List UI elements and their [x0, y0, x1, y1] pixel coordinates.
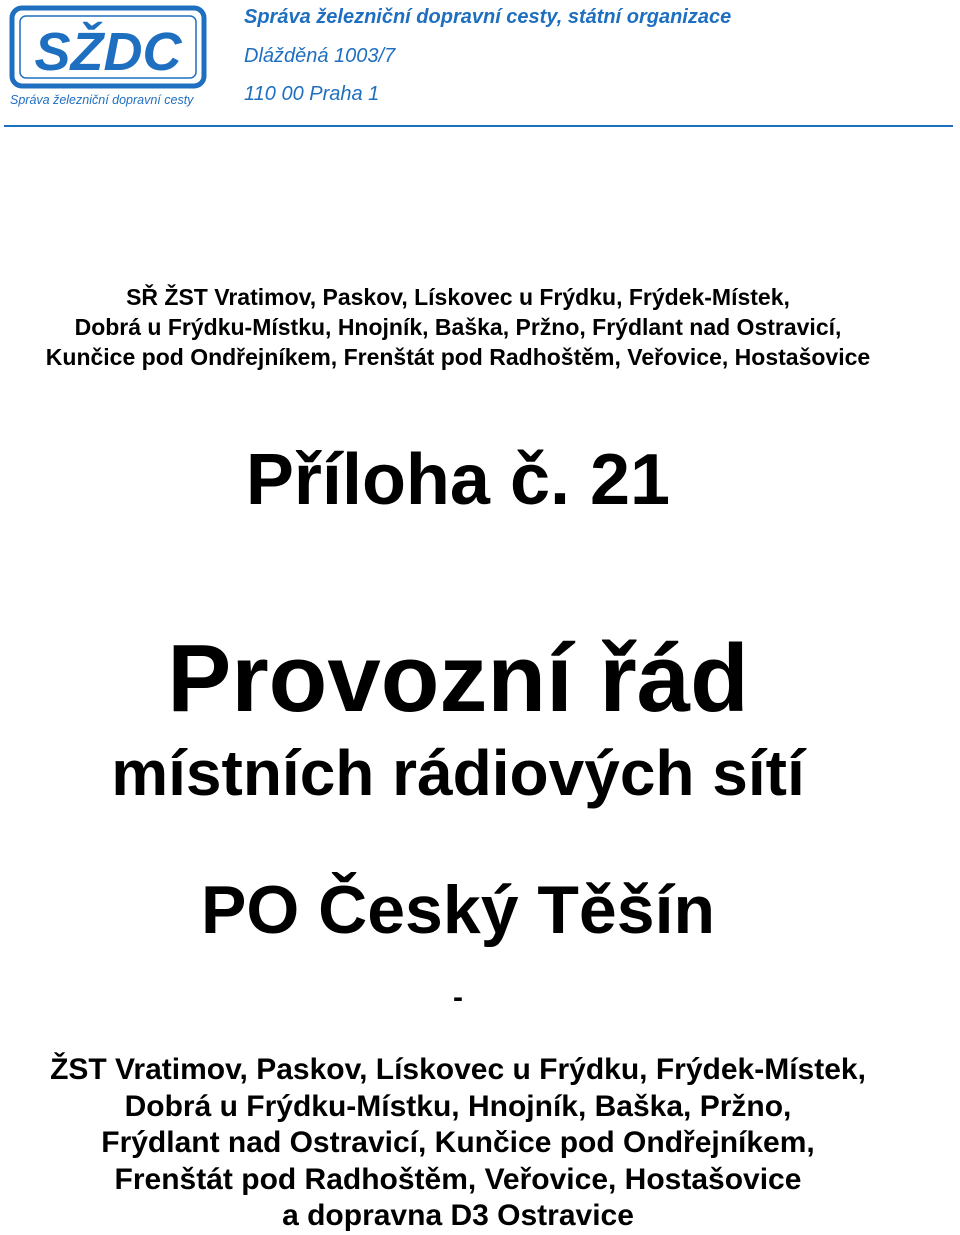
organization-street: Dlážděná 1003/7: [244, 45, 396, 67]
station-line: Frýdlant nad Ostravicí, Kunčice pod Ondřejníkem,: [101, 1126, 815, 1159]
station-line: Dobrá u Frýdku-Místku, Hnojník, Baška, Pržno,: [124, 1089, 792, 1123]
scope-line: Dobrá u Frýdku-Místku, Hnojník, Baška, Pržno, Frýdlant nad Ostravicí,: [74, 314, 842, 340]
organization-city: 110 00 Praha 1: [244, 83, 380, 105]
organization-name: Správa železniční dopravní cesty, státní organizace: [244, 6, 732, 28]
scope-line: SŘ ŽST Vratimov, Paskov, Lískovec u Frýdku, Frýdek-Místek,: [126, 284, 790, 310]
station-line: a dopravna D3 Ostravice: [282, 1199, 634, 1232]
scope-line: Kunčice pod Ondřejníkem, Frenštát pod Radhoštěm, Veřovice, Hostašovice: [45, 344, 871, 370]
header-divider: [4, 125, 953, 127]
document-header: [0, 0, 960, 130]
logo-text: SŽDC: [34, 22, 182, 82]
separator-dash: -: [453, 981, 463, 1014]
region-name: PO Český Těšín: [200, 872, 716, 948]
document-title: Provozní řád: [167, 625, 749, 732]
station-list: [0, 1052, 916, 1235]
appendix-number: Příloha č. 21: [245, 440, 671, 520]
logo-caption: Správa železniční dopravní cesty: [10, 93, 194, 107]
station-line: Frenštát pod Radhoštěm, Veřovice, Hostašovice: [114, 1162, 802, 1196]
szdc-logo: [8, 4, 208, 108]
document-scope-heading: [0, 282, 916, 372]
document-subtitle: místních rádiových sítí: [111, 737, 805, 809]
station-line: ŽST Vratimov, Paskov, Lískovec u Frýdku, Frýdek-Místek,: [50, 1053, 866, 1086]
